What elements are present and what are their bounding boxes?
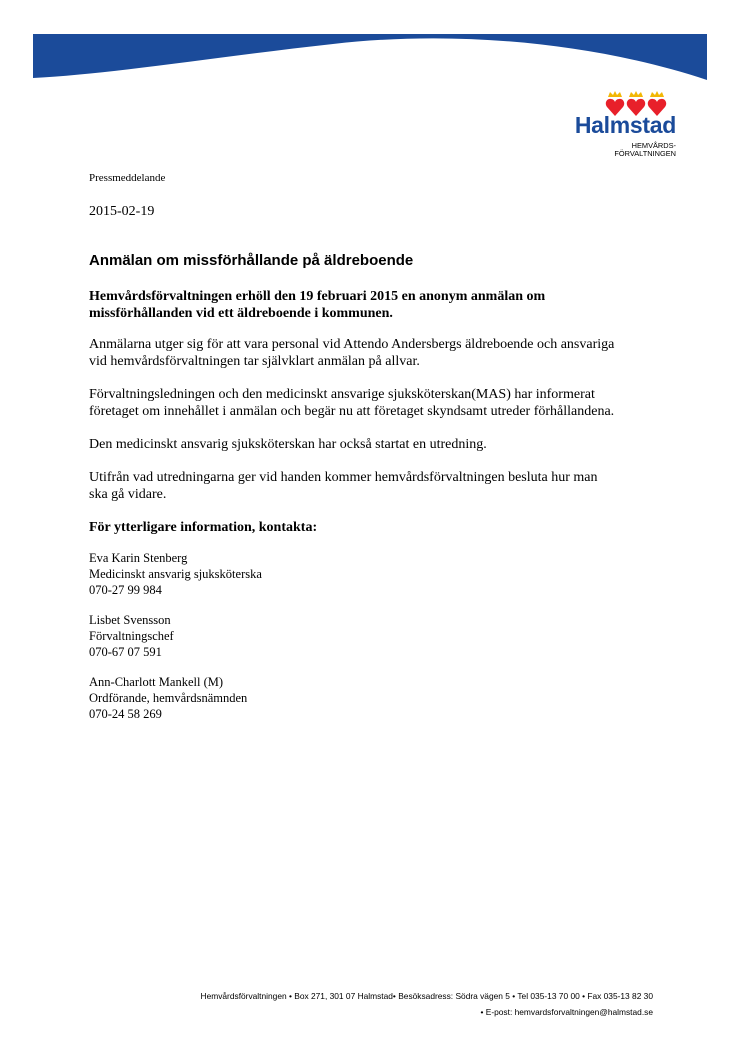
paragraph-line: Förvaltningsledningen och den medicinskt ansvarige sjuksköterskan(MAS) har informerat — [89, 387, 595, 402]
page-title: Anmälan om missförhållande på äldreboende — [89, 252, 414, 269]
contact-phone: 070-67 07 591 — [89, 645, 162, 659]
contact-phone: 070-24 58 269 — [89, 707, 162, 721]
lead-line: missförhållanden vid ett äldreboende i kommunen. — [89, 306, 393, 321]
body-paragraph — [89, 469, 669, 503]
paragraph-line: vid hemvårdsförvaltningen tar självklart anmälan på allvar. — [89, 354, 420, 369]
footer-address: Hemvårdsförvaltningen • Box 271, 301 07 Halmstad• Besöksadress: Södra vägen 5 • Tel 035-13 70 00 • Fax 035-13 82 30 — [200, 991, 653, 1001]
lead-line: Hemvårdsförvaltningen erhöll den 19 februari 2015 en anonym anmälan om — [89, 289, 546, 304]
halmstad-logo — [560, 90, 680, 160]
paragraph-line: Utifrån vad utredningarna ger vid handen kommer hemvårdsförvaltningen besluta hur man — [89, 470, 598, 485]
logo-wordmark: Halmstad — [574, 112, 676, 138]
article-body — [89, 288, 669, 736]
contact-name: Ann-Charlott Mankell (M) — [89, 675, 224, 689]
logo-subtitle-line2: FÖRVALTNINGEN — [614, 149, 676, 158]
paragraph-line: ska gå vidare. — [89, 487, 167, 502]
contact-name: Lisbet Svensson — [89, 613, 171, 627]
contact-role: Ordförande, hemvårdsnämnden — [89, 691, 248, 705]
header-banner — [33, 34, 707, 80]
document-date: 2015-02-19 — [89, 204, 155, 219]
contact-block — [89, 674, 669, 722]
page-footer — [201, 988, 653, 1020]
contact-role: Förvaltningschef — [89, 629, 174, 643]
body-paragraph — [89, 436, 669, 453]
paragraph-line: Den medicinskt ansvarig sjuksköterskan har också startat en utredning. — [89, 437, 487, 452]
contact-block — [89, 612, 669, 660]
contact-heading: För ytterligare information, kontakta: — [89, 520, 318, 535]
contact-phone: 070-27 99 984 — [89, 583, 162, 597]
paragraph-line: företaget om innehållet i anmälan och begär nu att företaget skyndsamt utreder förhållandena. — [89, 404, 615, 419]
contact-name: Eva Karin Stenberg — [89, 551, 188, 565]
logo-subtitle-line1: HEMVÅRDS- — [631, 141, 676, 150]
logo-subtitle — [560, 142, 676, 158]
paragraph-line: Anmälarna utger sig för att vara personal vid Attendo Andersbergs äldreboende och ansvariga — [89, 337, 615, 352]
body-paragraph — [89, 386, 669, 420]
contact-block — [89, 550, 669, 598]
body-paragraph — [89, 336, 669, 370]
lead-paragraph — [89, 288, 669, 322]
document-type-label: Pressmeddelande — [89, 172, 166, 184]
contact-role: Medicinskt ansvarig sjuksköterska — [89, 567, 262, 581]
footer-email: • E-post: hemvardsforvaltningen@halmstad.se — [480, 1007, 653, 1017]
